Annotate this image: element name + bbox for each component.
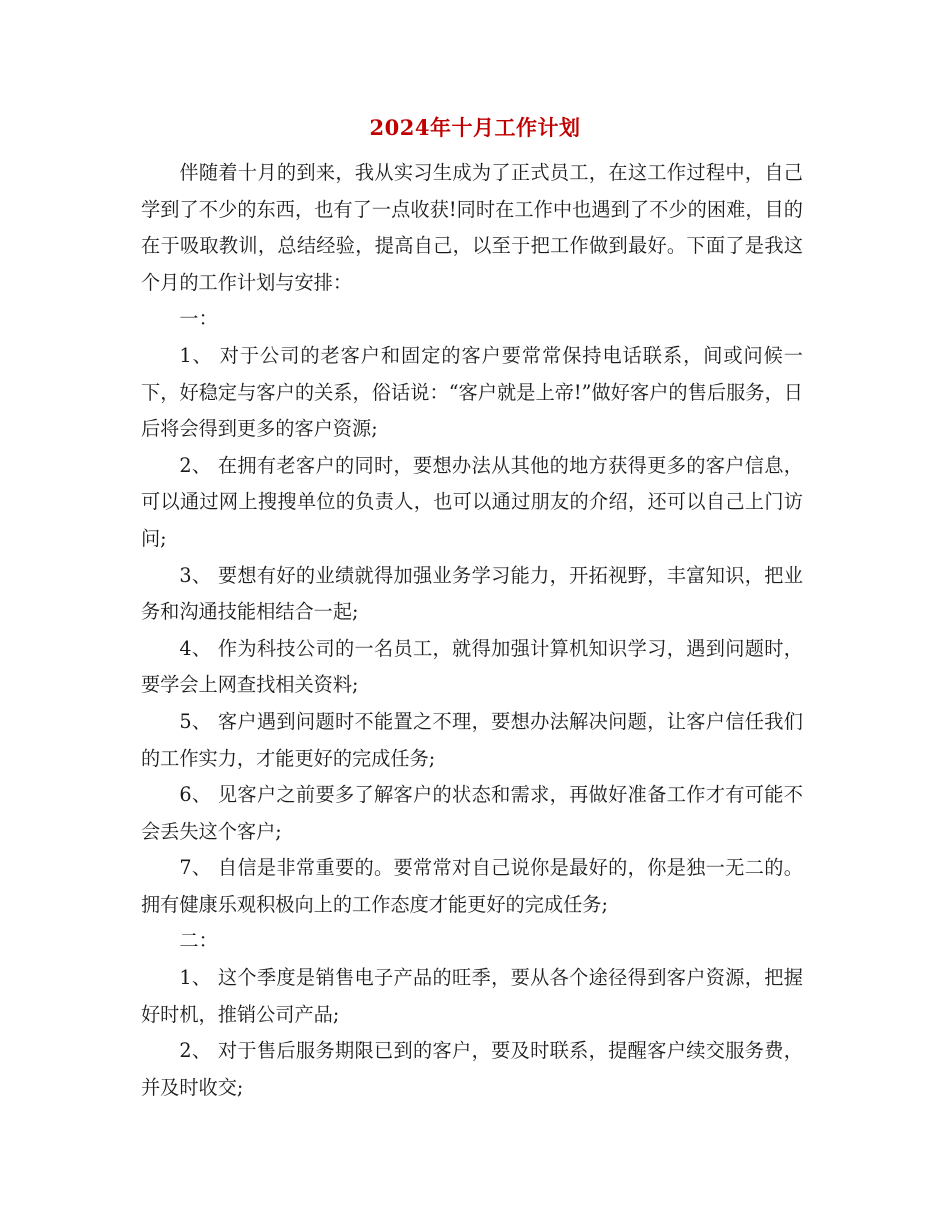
section-heading-one: 一： (179, 307, 218, 331)
list-item: 6、 见客户之前要多了解客户的状态和需求，再做好准备工作才有可能不会丢失这个客户; (141, 783, 803, 843)
list-item: 1、 这个季度是销售电子产品的旺季，要从各个途径得到客户资源，把握好时机，推销公司产品; (141, 966, 803, 1026)
list-item: 3、 要想有好的业绩就得加强业务学习能力，开拓视野，丰富知识，把业务和沟通技能相结合一起; (141, 563, 803, 624)
intro-paragraph: 伴随着十月的到来，我从实习生成为了正式员工，在这工作过程中，自己学到了不少的东西，也有了一点收获!同时在工作中也遇到了不少的困难，目的在于吸取教训，总结经验，提高自己，以至于把工作做到最好。下面了是我这个月的工作计划与安排： (141, 161, 803, 294)
list-item: 7、 自信是非常重要的。要常常对自己说你是最好的，你是独一无二的。拥有健康乐观积极向上的工作态度才能更好的完成任务; (141, 856, 803, 916)
list-item: 1、 对于公司的老客户和固定的客户要常常保持电话联系，间或问候一下，好稳定与客户的关系，俗话说：“客户就是上帝!”做好客户的售后服务，日后将会得到更多的客户资源; (141, 343, 803, 441)
list-item: 2、 对于售后服务期限已到的客户，要及时联系，提醒客户续交服务费，并及时收交; (141, 1039, 803, 1099)
list-item: 2、 在拥有老客户的同时，要想办法从其他的地方获得更多的客户信息，可以通过网上搜搜单位的负责人，也可以通过朋友的介绍，还可以自己上门访问; (141, 453, 803, 550)
list-item: 5、 客户遇到问题时不能置之不理，要想办法解决问题，让客户信任我们的工作实力，才能更好的完成任务; (141, 709, 803, 770)
list-item: 4、 作为科技公司的一名员工，就得加强计算机知识学习，遇到问题时，要学会上网查找相关资料; (141, 636, 803, 697)
section-heading-two: 二： (179, 929, 218, 953)
document-body (141, 155, 803, 1106)
document-title: 2024年十月工作计划 (369, 115, 581, 140)
